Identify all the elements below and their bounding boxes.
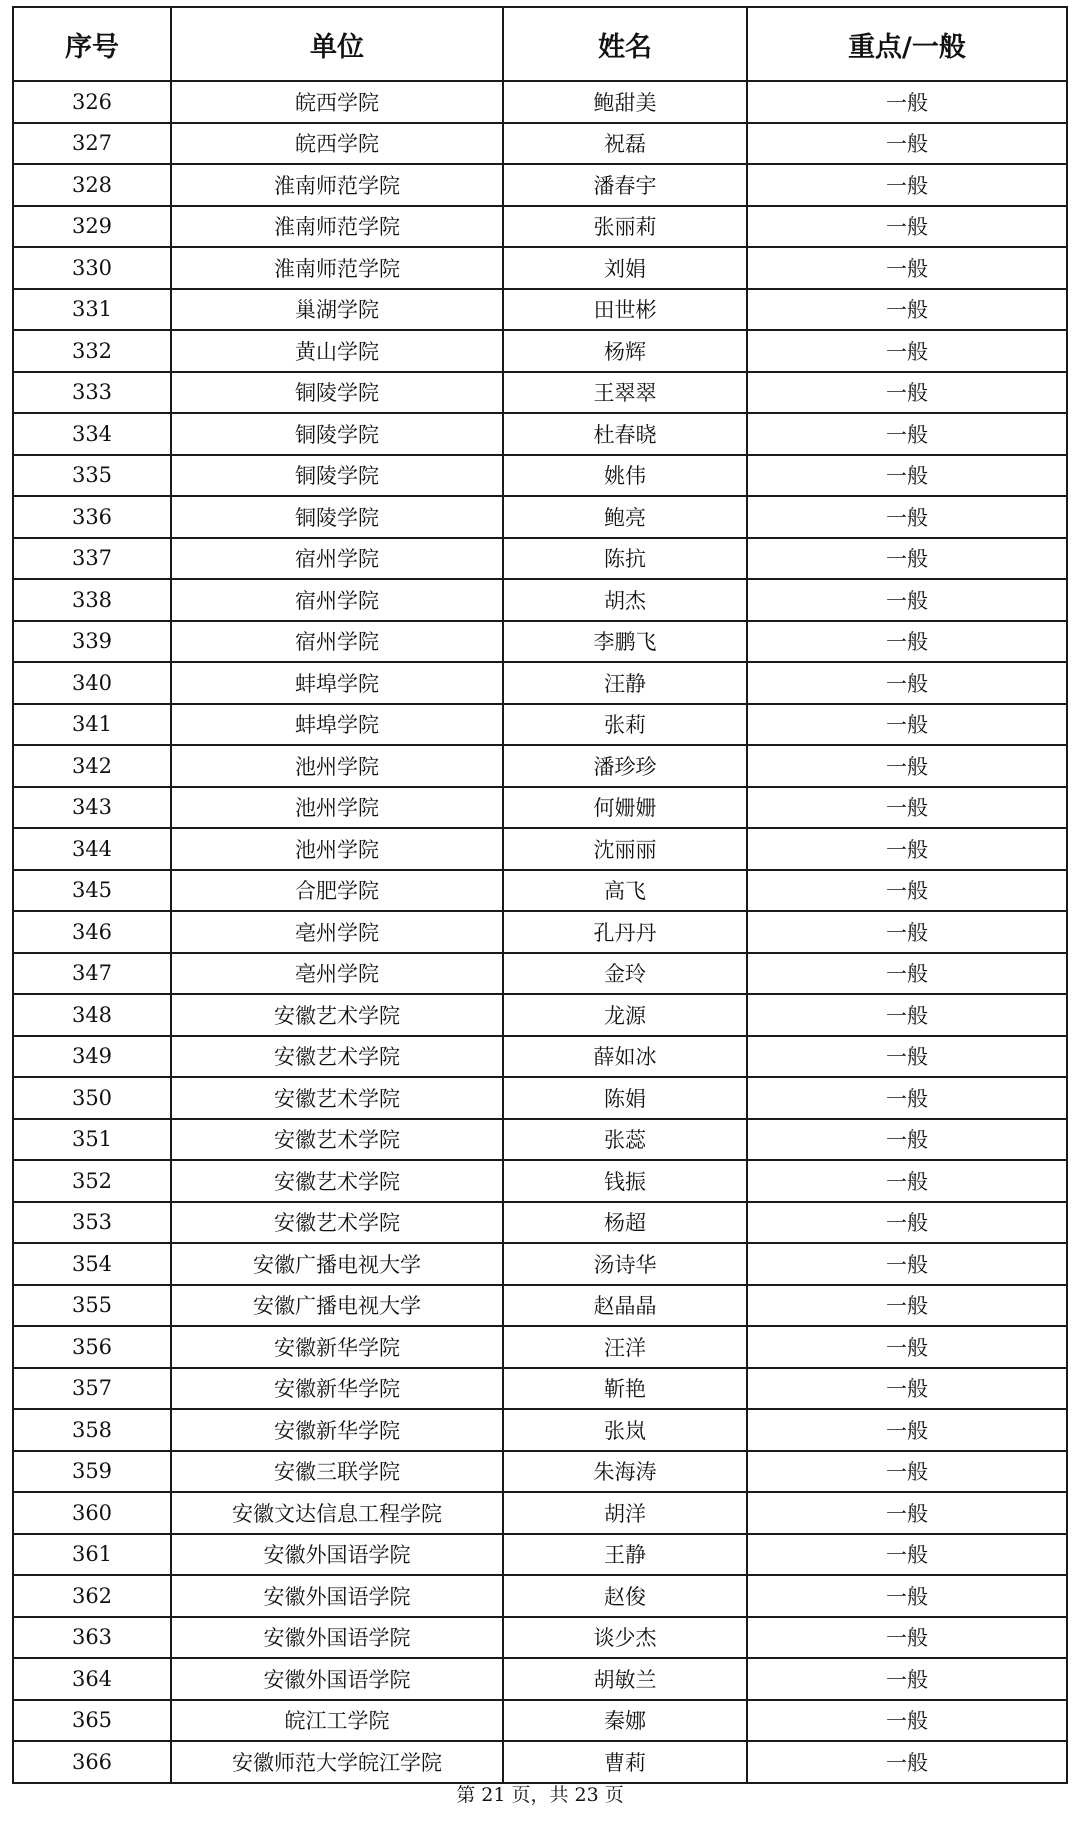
table-row: [13, 579, 1067, 621]
table-row: [13, 538, 1067, 580]
cell-number: 328: [13, 164, 171, 206]
column-header-category: 重点/一般: [747, 7, 1067, 81]
cell-unit: 黄山学院: [171, 330, 503, 372]
table-row: [13, 413, 1067, 455]
cell-category: 一般: [747, 870, 1067, 912]
cell-category: 一般: [747, 1700, 1067, 1742]
cell-number: 360: [13, 1492, 171, 1534]
cell-unit: 池州学院: [171, 828, 503, 870]
cell-unit: 亳州学院: [171, 953, 503, 995]
cell-number: 346: [13, 911, 171, 953]
cell-name: 王静: [503, 1534, 747, 1576]
table-row: [13, 1575, 1067, 1617]
table-body: [13, 81, 1067, 1783]
cell-number: 333: [13, 372, 171, 414]
cell-number: 355: [13, 1285, 171, 1327]
cell-number: 335: [13, 455, 171, 497]
table-row: [13, 828, 1067, 870]
cell-name: 王翠翠: [503, 372, 747, 414]
cell-name: 杨超: [503, 1202, 747, 1244]
cell-number: 330: [13, 247, 171, 289]
cell-name: 胡洋: [503, 1492, 747, 1534]
cell-category: 一般: [747, 1368, 1067, 1410]
cell-category: 一般: [747, 1119, 1067, 1161]
cell-name: 金玲: [503, 953, 747, 995]
cell-category: 一般: [747, 372, 1067, 414]
cell-category: 一般: [747, 787, 1067, 829]
cell-category: 一般: [747, 1326, 1067, 1368]
cell-number: 337: [13, 538, 171, 580]
table-row: [13, 372, 1067, 414]
cell-unit: 皖江工学院: [171, 1700, 503, 1742]
table-row: [13, 1451, 1067, 1493]
cell-category: 一般: [747, 1160, 1067, 1202]
cell-unit: 安徽艺术学院: [171, 994, 503, 1036]
cell-category: 一般: [747, 1617, 1067, 1659]
cell-name: 刘娟: [503, 247, 747, 289]
cell-unit: 安徽艺术学院: [171, 1160, 503, 1202]
cell-category: 一般: [747, 911, 1067, 953]
cell-category: 一般: [747, 1036, 1067, 1078]
cell-number: 326: [13, 81, 171, 123]
cell-name: 杨辉: [503, 330, 747, 372]
cell-number: 354: [13, 1243, 171, 1285]
cell-unit: 合肥学院: [171, 870, 503, 912]
table-row: [13, 455, 1067, 497]
cell-category: 一般: [747, 953, 1067, 995]
cell-name: 曹莉: [503, 1741, 747, 1783]
cell-number: 363: [13, 1617, 171, 1659]
cell-category: 一般: [747, 621, 1067, 663]
cell-unit: 安徽新华学院: [171, 1409, 503, 1451]
cell-name: 张丽莉: [503, 206, 747, 248]
document-table-container: [12, 6, 1066, 1784]
column-header-number: 序号: [13, 7, 171, 81]
cell-number: 348: [13, 994, 171, 1036]
table-row: [13, 953, 1067, 995]
cell-unit: 铜陵学院: [171, 496, 503, 538]
cell-number: 340: [13, 662, 171, 704]
cell-name: 张蕊: [503, 1119, 747, 1161]
cell-number: 345: [13, 870, 171, 912]
cell-category: 一般: [747, 994, 1067, 1036]
table-row: [13, 81, 1067, 123]
cell-number: 352: [13, 1160, 171, 1202]
cell-unit: 淮南师范学院: [171, 247, 503, 289]
cell-number: 339: [13, 621, 171, 663]
table-row: [13, 1119, 1067, 1161]
cell-name: 谈少杰: [503, 1617, 747, 1659]
cell-unit: 蚌埠学院: [171, 704, 503, 746]
cell-unit: 安徽艺术学院: [171, 1036, 503, 1078]
cell-name: 赵晶晶: [503, 1285, 747, 1327]
cell-name: 鲍亮: [503, 496, 747, 538]
cell-unit: 巢湖学院: [171, 289, 503, 331]
table-row: [13, 289, 1067, 331]
cell-number: 353: [13, 1202, 171, 1244]
cell-unit: 宿州学院: [171, 621, 503, 663]
cell-category: 一般: [747, 413, 1067, 455]
cell-unit: 安徽外国语学院: [171, 1534, 503, 1576]
cell-number: 351: [13, 1119, 171, 1161]
table-row: [13, 994, 1067, 1036]
table-row: [13, 1077, 1067, 1119]
cell-unit: 安徽文达信息工程学院: [171, 1492, 503, 1534]
cell-number: 361: [13, 1534, 171, 1576]
cell-unit: 铜陵学院: [171, 372, 503, 414]
cell-unit: 池州学院: [171, 745, 503, 787]
cell-name: 汤诗华: [503, 1243, 747, 1285]
cell-category: 一般: [747, 538, 1067, 580]
cell-name: 孔丹丹: [503, 911, 747, 953]
cell-number: 343: [13, 787, 171, 829]
cell-unit: 皖西学院: [171, 123, 503, 165]
cell-number: 338: [13, 579, 171, 621]
cell-category: 一般: [747, 289, 1067, 331]
header-row: [13, 7, 1067, 81]
cell-unit: 皖西学院: [171, 81, 503, 123]
cell-name: 姚伟: [503, 455, 747, 497]
cell-name: 钱振: [503, 1160, 747, 1202]
cell-name: 秦娜: [503, 1700, 747, 1742]
cell-name: 祝磊: [503, 123, 747, 165]
cell-number: 329: [13, 206, 171, 248]
cell-name: 潘春宇: [503, 164, 747, 206]
cell-name: 龙源: [503, 994, 747, 1036]
cell-name: 胡敏兰: [503, 1658, 747, 1700]
table-row: [13, 1700, 1067, 1742]
cell-name: 汪洋: [503, 1326, 747, 1368]
cell-category: 一般: [747, 1534, 1067, 1576]
cell-unit: 安徽外国语学院: [171, 1575, 503, 1617]
cell-name: 陈娟: [503, 1077, 747, 1119]
cell-number: 344: [13, 828, 171, 870]
cell-category: 一般: [747, 745, 1067, 787]
table-row: [13, 1409, 1067, 1451]
table-row: [13, 911, 1067, 953]
cell-category: 一般: [747, 579, 1067, 621]
cell-unit: 安徽师范大学皖江学院: [171, 1741, 503, 1783]
cell-unit: 安徽艺术学院: [171, 1119, 503, 1161]
cell-number: 341: [13, 704, 171, 746]
cell-category: 一般: [747, 1575, 1067, 1617]
cell-number: 349: [13, 1036, 171, 1078]
cell-name: 朱海涛: [503, 1451, 747, 1493]
table-row: [13, 621, 1067, 663]
cell-category: 一般: [747, 206, 1067, 248]
cell-category: 一般: [747, 1409, 1067, 1451]
cell-unit: 铜陵学院: [171, 455, 503, 497]
cell-unit: 淮南师范学院: [171, 206, 503, 248]
table-row: [13, 123, 1067, 165]
table-row: [13, 330, 1067, 372]
table-row: [13, 787, 1067, 829]
page-number-footer: 第 21 页，共 23 页: [456, 1784, 624, 1806]
table-row: [13, 247, 1067, 289]
cell-number: 331: [13, 289, 171, 331]
cell-name: 陈抗: [503, 538, 747, 580]
table-row: [13, 1617, 1067, 1659]
cell-category: 一般: [747, 164, 1067, 206]
table-row: [13, 1492, 1067, 1534]
cell-category: 一般: [747, 704, 1067, 746]
cell-unit: 安徽艺术学院: [171, 1202, 503, 1244]
cell-category: 一般: [747, 1243, 1067, 1285]
table-row: [13, 1285, 1067, 1327]
cell-name: 田世彬: [503, 289, 747, 331]
cell-name: 李鹏飞: [503, 621, 747, 663]
table-row: [13, 206, 1067, 248]
cell-number: 342: [13, 745, 171, 787]
cell-unit: 淮南师范学院: [171, 164, 503, 206]
cell-number: 332: [13, 330, 171, 372]
cell-name: 沈丽丽: [503, 828, 747, 870]
personnel-table: [12, 6, 1068, 1784]
cell-category: 一般: [747, 1492, 1067, 1534]
cell-category: 一般: [747, 1077, 1067, 1119]
table-row: [13, 1160, 1067, 1202]
cell-number: 356: [13, 1326, 171, 1368]
cell-unit: 安徽广播电视大学: [171, 1285, 503, 1327]
cell-unit: 亳州学院: [171, 911, 503, 953]
table-row: [13, 496, 1067, 538]
table-row: [13, 1534, 1067, 1576]
column-header-name: 姓名: [503, 7, 747, 81]
table-row: [13, 662, 1067, 704]
cell-name: 杜春晓: [503, 413, 747, 455]
table-row: [13, 1368, 1067, 1410]
cell-name: 胡杰: [503, 579, 747, 621]
cell-unit: 安徽外国语学院: [171, 1658, 503, 1700]
cell-category: 一般: [747, 1741, 1067, 1783]
cell-name: 靳艳: [503, 1368, 747, 1410]
cell-unit: 安徽外国语学院: [171, 1617, 503, 1659]
cell-number: 334: [13, 413, 171, 455]
table-row: [13, 1243, 1067, 1285]
cell-unit: 安徽新华学院: [171, 1326, 503, 1368]
cell-number: 359: [13, 1451, 171, 1493]
column-header-unit: 单位: [171, 7, 503, 81]
table-row: [13, 1202, 1067, 1244]
cell-number: 327: [13, 123, 171, 165]
cell-name: 张岚: [503, 1409, 747, 1451]
cell-category: 一般: [747, 123, 1067, 165]
table-row: [13, 745, 1067, 787]
cell-name: 薛如冰: [503, 1036, 747, 1078]
table-row: [13, 870, 1067, 912]
cell-name: 何姗姗: [503, 787, 747, 829]
cell-category: 一般: [747, 455, 1067, 497]
cell-number: 362: [13, 1575, 171, 1617]
cell-number: 366: [13, 1741, 171, 1783]
table-row: [13, 1658, 1067, 1700]
table-row: [13, 704, 1067, 746]
cell-name: 张莉: [503, 704, 747, 746]
cell-name: 鲍甜美: [503, 81, 747, 123]
cell-unit: 池州学院: [171, 787, 503, 829]
cell-category: 一般: [747, 496, 1067, 538]
cell-unit: 安徽新华学院: [171, 1368, 503, 1410]
cell-category: 一般: [747, 330, 1067, 372]
cell-unit: 蚌埠学院: [171, 662, 503, 704]
table-header: [13, 7, 1067, 81]
cell-number: 364: [13, 1658, 171, 1700]
cell-name: 汪静: [503, 662, 747, 704]
cell-unit: 安徽广播电视大学: [171, 1243, 503, 1285]
table-row: [13, 1326, 1067, 1368]
cell-unit: 安徽三联学院: [171, 1451, 503, 1493]
cell-category: 一般: [747, 81, 1067, 123]
cell-category: 一般: [747, 828, 1067, 870]
cell-number: 365: [13, 1700, 171, 1742]
cell-unit: 铜陵学院: [171, 413, 503, 455]
table-row: [13, 164, 1067, 206]
table-row: [13, 1741, 1067, 1783]
cell-category: 一般: [747, 1285, 1067, 1327]
cell-number: 358: [13, 1409, 171, 1451]
table-row: [13, 1036, 1067, 1078]
cell-category: 一般: [747, 662, 1067, 704]
cell-unit: 宿州学院: [171, 538, 503, 580]
cell-number: 347: [13, 953, 171, 995]
cell-unit: 宿州学院: [171, 579, 503, 621]
cell-number: 336: [13, 496, 171, 538]
cell-name: 赵俊: [503, 1575, 747, 1617]
cell-category: 一般: [747, 1451, 1067, 1493]
cell-category: 一般: [747, 247, 1067, 289]
cell-unit: 安徽艺术学院: [171, 1077, 503, 1119]
cell-number: 350: [13, 1077, 171, 1119]
cell-category: 一般: [747, 1658, 1067, 1700]
cell-number: 357: [13, 1368, 171, 1410]
cell-category: 一般: [747, 1202, 1067, 1244]
cell-name: 高飞: [503, 870, 747, 912]
cell-name: 潘珍珍: [503, 745, 747, 787]
